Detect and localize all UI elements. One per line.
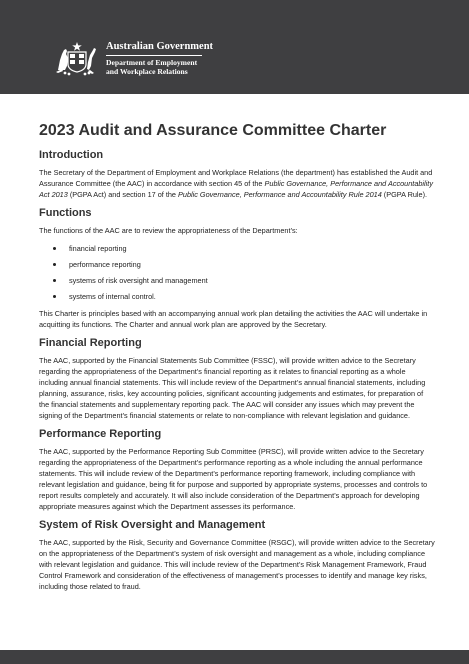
- government-name: Australian Government: [106, 41, 214, 52]
- pgpa-rule-title: Public Governance, Performance and Accountability Rule 2014: [178, 190, 382, 199]
- financial-reporting-paragraph: The AAC, supported by the Financial Statements Sub Committee (FSSC), will provide written advice to the Secretary regarding the appropriateness of the Department’s financial reporting as it relates to financial reporting as a whole including annual financial statements. This will include review of the Department’s annual financial statements, including planning, assurance, risks, key accounting policies, significant accounting judgements and estimates, for preparation of the financial statements and supplementary reporting pack. The AAC will consider any issues which may prevent the signing of the Department’s financial statements or relate to non-compliance with relevant legislation and guidance.: [39, 356, 426, 420]
- section-heading-financial-reporting: Financial Reporting: [39, 337, 142, 349]
- list-item: financial reporting: [39, 243, 435, 254]
- functions-list: [39, 243, 435, 302]
- document-body: [39, 121, 435, 599]
- section-heading-risk-oversight: System of Risk Oversight and Management: [39, 519, 266, 531]
- functions-closing: This Charter is principles based with an accompanying annual work plan detailing the activities the AAC will undertake in acquitting its functions. The Charter and annual work plan are approved by the Secretary.: [39, 309, 428, 329]
- department-name: [106, 58, 216, 76]
- risk-oversight-paragraph: The AAC, supported by the Risk, Security and Governance Committee (RSGC), will provide written advice to the Secretary on the appropriateness of the Department’s system of risk oversight and management as a whole, including compliance with relevant legislation and guidance. This will include review of the Department’s Risk Management Framework, Fraud Control Framework and consideration of the effectiveness of management’s processes to identify and manage key risks, including those related to fraud.: [39, 538, 435, 591]
- list-item: systems of internal control.: [39, 291, 435, 302]
- list-item: performance reporting: [39, 259, 435, 270]
- department-name-line-1: Department of Employment: [106, 58, 198, 67]
- section-heading-introduction: Introduction: [39, 149, 104, 161]
- performance-reporting-paragraph: The AAC, supported by the Performance Reporting Sub Committee (PRSC), will provide written advice to the Secretary regarding the appropriateness of the Department’s performance reporting as a whole including the annual performance statements. This will include review of the Department’s performance reporting framework, including compliance with relevant legislation and guidance, being fit for purpose and supported by appropriate systems, processes and controls to report results completely and accurately. It will also include consideration of the Department’s approach for developing appropriate measures against which the Department assesses its performance.: [39, 447, 428, 511]
- introduction-paragraph: [39, 167, 435, 200]
- department-name-line-2: and Workplace Relations: [106, 67, 188, 76]
- header-banner: [0, 0, 469, 94]
- page-title: 2023 Audit and Assurance Committee Charter: [39, 122, 387, 139]
- pgpa-act-title: Public Governance, Performance and Accountability Act 2013: [39, 179, 433, 199]
- functions-lead: The functions of the AAC are to review the appropriateness of the Department’s:: [39, 226, 298, 235]
- intro-text-2: (PGPA Act) and section 17 of the: [67, 190, 179, 199]
- intro-text-3: (PGPA Rule).: [381, 190, 428, 199]
- footer-band: [0, 650, 469, 664]
- section-heading-functions: Functions: [39, 207, 92, 219]
- intro-text-1: The Secretary of the Department of Employment and Workplace Relations (the department) has established the Audit and Assurance Committee (the AAC) in accordance with section 45 of the: [39, 168, 433, 188]
- header-divider: [106, 55, 202, 56]
- coat-of-arms-icon: [54, 40, 100, 76]
- section-heading-performance-reporting: Performance Reporting: [39, 428, 162, 440]
- list-item: systems of risk oversight and management: [39, 275, 435, 286]
